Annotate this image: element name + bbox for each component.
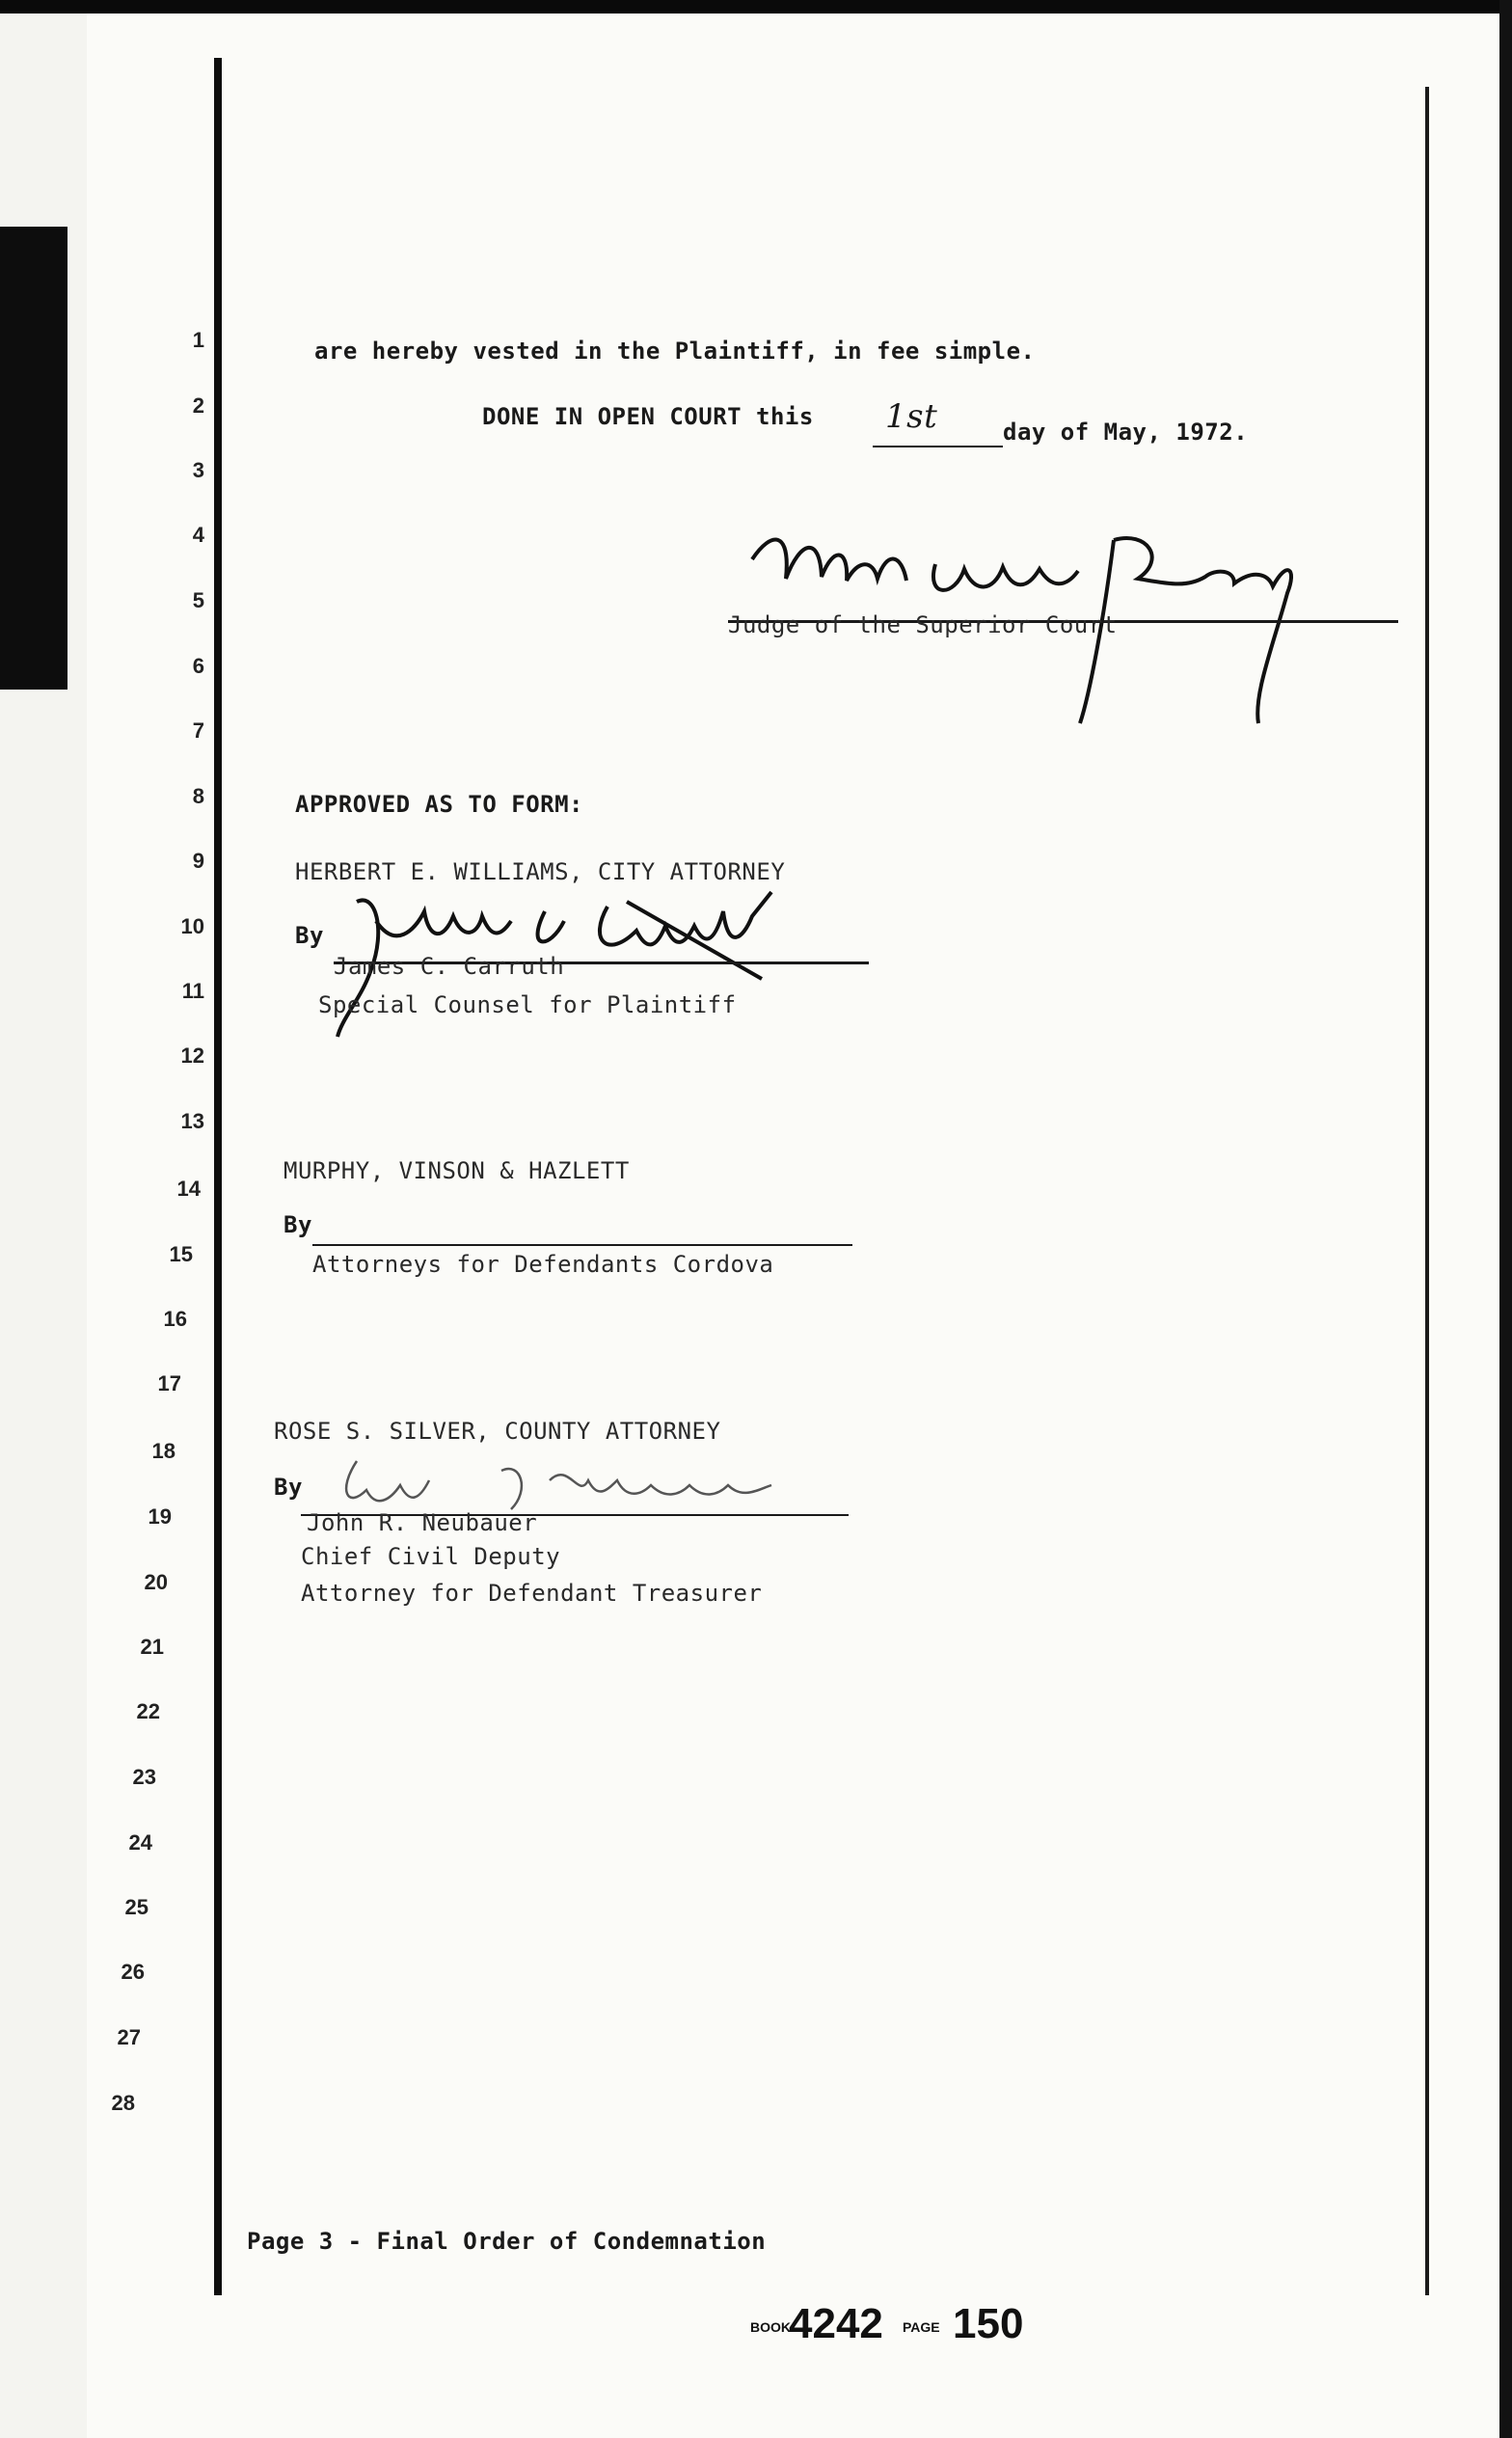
approved-heading: APPROVED AS TO FORM: <box>295 791 583 818</box>
judge-title: Judge of the Superior Court <box>728 611 1118 638</box>
county-by-label: By <box>274 1474 303 1501</box>
city-signer-role: Special Counsel for Plaintiff <box>318 991 737 1018</box>
line-number: 23 <box>132 1765 156 1789</box>
done-suffix: day of May, 1972. <box>1003 419 1249 446</box>
day-underline <box>873 446 1003 447</box>
line-number: 5 <box>192 588 204 612</box>
line-number: 17 <box>157 1371 181 1395</box>
line-number: 11 <box>181 979 204 1003</box>
line-number: 22 <box>136 1699 160 1723</box>
line-number: 13 <box>180 1109 204 1133</box>
county-attorney-firm: ROSE S. SILVER, COUNTY ATTORNEY <box>274 1418 721 1445</box>
book-number: 4242 <box>789 2300 883 2347</box>
line-number: 6 <box>192 654 204 678</box>
line-number: 16 <box>163 1307 187 1331</box>
page-number: 150 <box>953 2300 1024 2347</box>
page-word: PAGE <box>903 2319 940 2335</box>
margin-rule-right <box>1425 87 1429 2295</box>
line-number: 7 <box>192 718 204 743</box>
murphy-role: Attorneys for Defendants Cordova <box>312 1251 774 1278</box>
footer-page-label: Page 3 - Final Order of Condemnation <box>247 2228 767 2255</box>
city-by-label: By <box>295 922 324 949</box>
murphy-by-label: By <box>284 1211 312 1238</box>
line-number: 2 <box>192 393 204 418</box>
line-number: 28 <box>111 2091 135 2115</box>
body-line-1: are hereby vested in the Plaintiff, in fee simple. <box>314 338 1036 365</box>
line-number: 10 <box>180 914 204 938</box>
scan-top-edge <box>0 0 1512 14</box>
city-signer-name: James C. Carruth <box>334 953 565 980</box>
line-number: 26 <box>121 1960 145 1984</box>
line-number: 24 <box>128 1830 152 1855</box>
line-number: 9 <box>192 849 204 873</box>
scan-shadow <box>0 227 68 690</box>
line-number: 27 <box>117 2025 141 2049</box>
line-number: 8 <box>192 784 204 808</box>
line-number: 15 <box>169 1242 193 1266</box>
line-number: 12 <box>180 1043 204 1068</box>
line-number: 19 <box>148 1504 172 1529</box>
book-label: BOOK <box>750 2319 791 2335</box>
line-number: 14 <box>176 1177 201 1201</box>
county-signer-role: Attorney for Defendant Treasurer <box>301 1580 763 1607</box>
done-prefix: DONE IN OPEN COURT this <box>482 403 814 430</box>
line-number: 4 <box>192 523 204 547</box>
city-attorney-firm: HERBERT E. WILLIAMS, CITY ATTORNEY <box>295 858 786 885</box>
done-day: 1st <box>885 397 938 436</box>
line-number: 1 <box>192 328 204 352</box>
line-number: 3 <box>192 458 204 482</box>
line-number: 21 <box>140 1635 164 1659</box>
svg-text:Mary Anne Richey: Mary Anne Richey <box>742 646 752 647</box>
county-signer-name: John R. Neubauer <box>307 1509 538 1536</box>
line-number: 20 <box>144 1570 168 1594</box>
line-number: 25 <box>124 1895 148 1919</box>
line-number: 18 <box>151 1439 176 1463</box>
margin-rule-left <box>214 58 222 2295</box>
murphy-signature-line <box>312 1244 852 1246</box>
murphy-firm: MURPHY, VINSON & HAZLETT <box>284 1157 630 1184</box>
scan-right-edge <box>1499 0 1512 2438</box>
county-signer-title: Chief Civil Deputy <box>301 1543 561 1570</box>
